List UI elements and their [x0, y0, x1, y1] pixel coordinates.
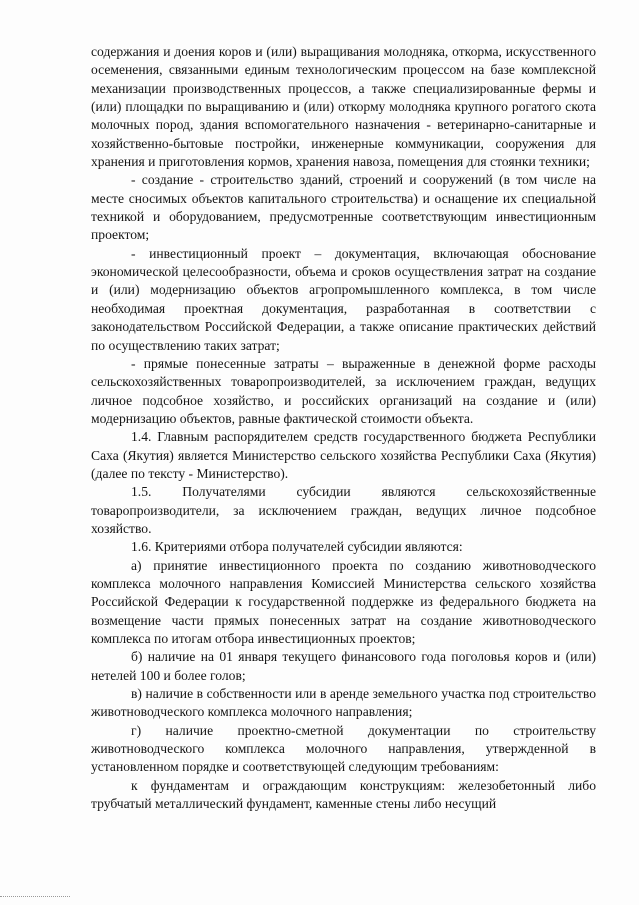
requirements-foundations: к фундаментам и ограждающим конструкциям: железобетонный либо трубчатый металлический фундамент, каменные стены либо несущий [91, 777, 596, 812]
criterion-b: б) наличие на 01 января текущего финансового года поголовья коров и (или) нетелей 100 и более голов; [91, 649, 596, 683]
paragraph-investment-project-definition: - инвестиционный проект – документация, включающая обоснование экономической целесообразности, объема и сроков осуществления затрат на создание и (или) модернизацию объектов агропромышленного комплекса, в том числе необходимая проектная документация, разработанная в соответствии с законодательством Российской Федерации, а также описание практических действий по осуществлению таких затрат; [91, 245, 596, 353]
paragraph-1-4: 1.4. Главным распорядителем средств государственного бюджета Республики Саха (Якутия) является Министерство сельского хозяйства Республики Саха (Якутия) (далее по тексту - Министерство). [91, 429, 596, 481]
criterion-g: г) наличие проектно-сметной документации по строительству животноводческого комплекса молочного направления, утвержденной в установленном порядке и соответствующей следующим требованиям: [91, 722, 596, 775]
criterion-a: а) принятие инвестиционного проекта по созданию животноводческого комплекса молочного направления Комиссией Министерства сельского хозяйства Российской Федерации к государственной поддержке из федерального бюджета на возмещение части прямых понесенных затрат на создание животноводческого комплекса по итогам отбора инвестиционных проектов; [91, 557, 596, 646]
document-body [91, 43, 596, 813]
paragraph-livestock-complex-definition: содержания и доения коров и (или) выращивания молодняка, откорма, искусственного осеменения, связанными единым технологическим процессом на базе комплексной механизации производственных процессов, а также специализированные фермы и (или) площадки по выращиванию и (или) откорму молодняка крупного рогатого скота молочных пород, здания вспомогательного назначения - ветеринарно-санитарные и хозяйственно-бытовые постройки, инженерные коммуникации, сооружения для хранения и приготовления кормов, хранения навоза, помещения для стоянки техники; [91, 44, 596, 170]
paragraph-1-6: 1.6. Критериями отбора получателей субсидии являются: [131, 539, 463, 555]
paragraph-1-5: 1.5. Получателями субсидии являются сельскохозяйственные товаропроизводители, за исключением граждан, ведущих личное подсобное хозяйство. [91, 484, 596, 536]
page-edge-mark [0, 896, 70, 899]
paragraph-creation-definition: - создание - строительство зданий, строений и сооружений (в том числе на месте сносимых объектов капитального строительства) и оснащение их специальной техникой и оборудованием, предусмотренные соответствующим инвестиционным проектом; [91, 172, 596, 243]
paragraph-direct-costs-definition: - прямые понесенные затраты – выраженные в денежной форме расходы сельскохозяйственных товаропроизводителей, за исключением граждан, ведущих личное подсобное хозяйство, и российских организаций на создание и (или) модернизацию объектов, равные фактической стоимости объекта. [91, 355, 596, 426]
criterion-v: в) наличие в собственности или в аренде земельного участка под строительство животноводческого комплекса молочного направления; [91, 686, 596, 720]
